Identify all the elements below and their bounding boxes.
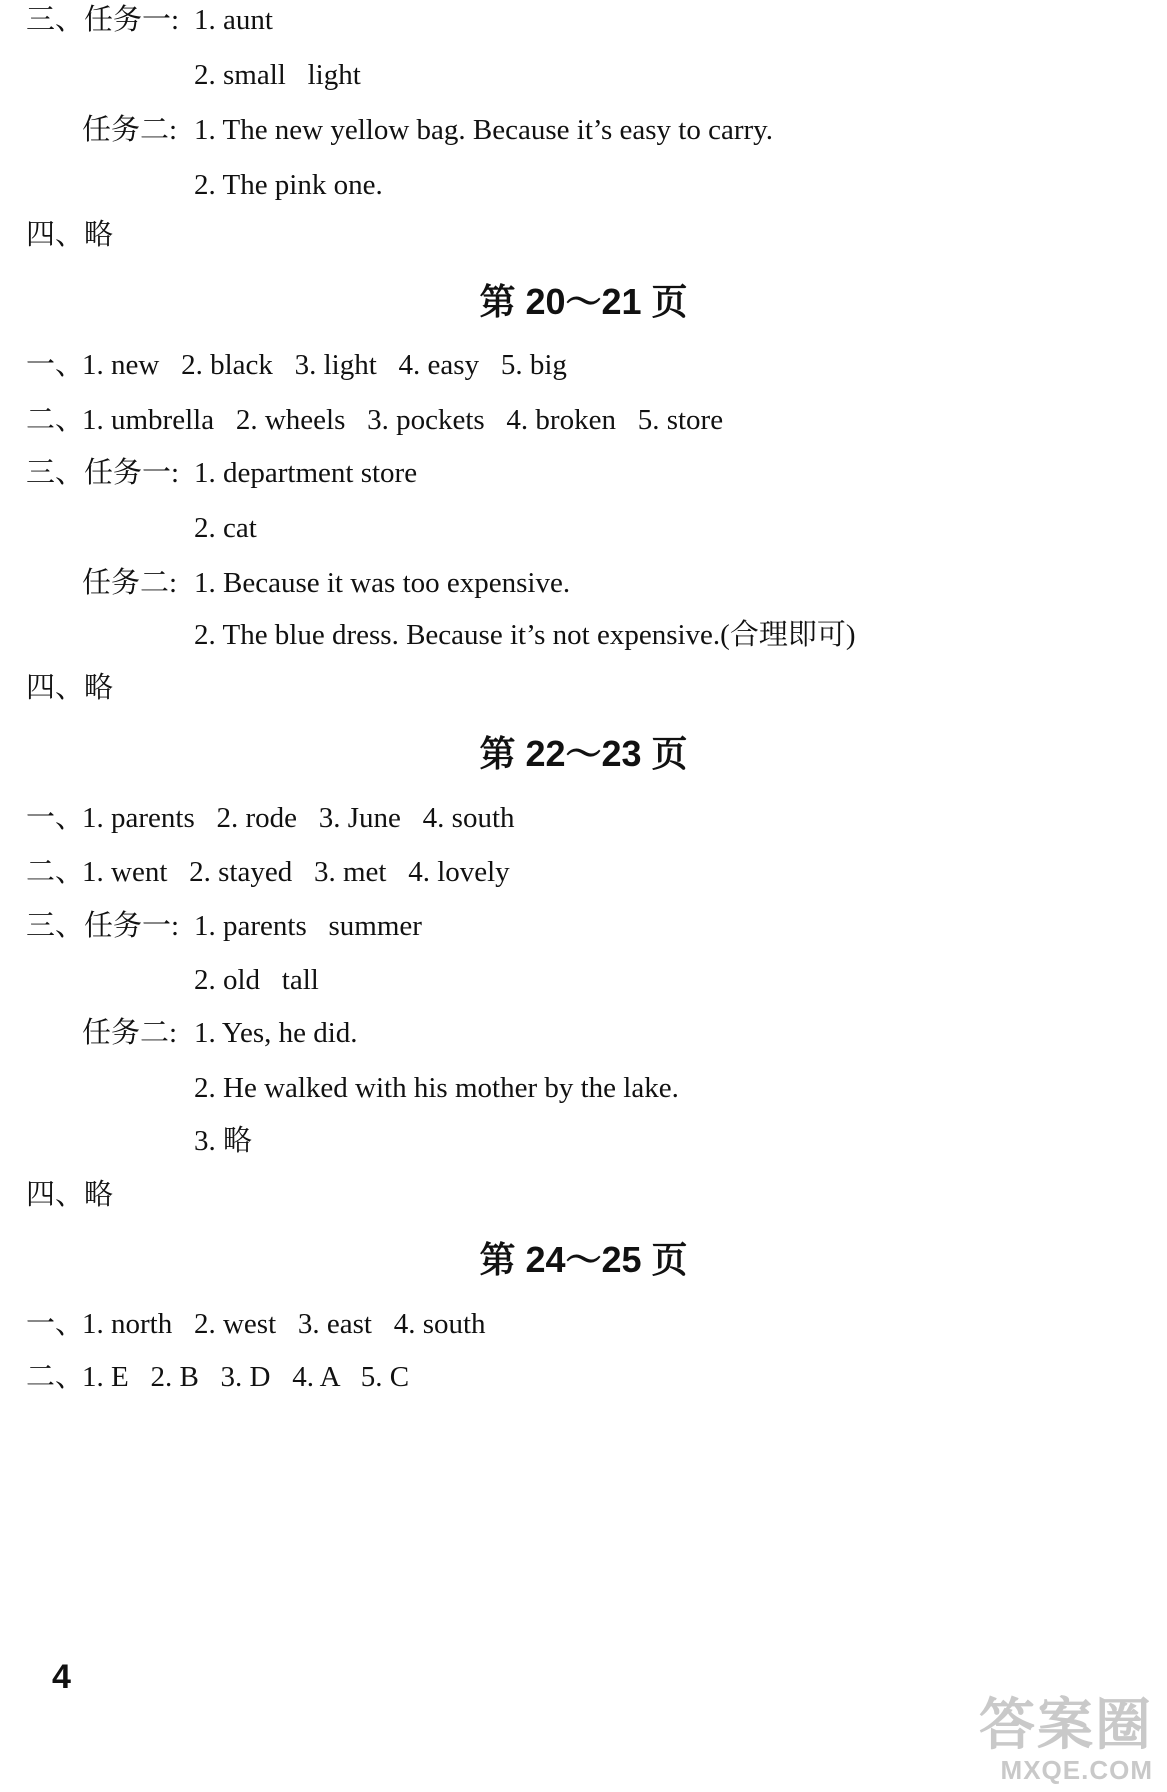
answer-line: 1. went 2. stayed 3. met 4. lovely xyxy=(82,856,510,888)
section-marker: 一、 xyxy=(26,349,85,381)
answer-line: 1. Because it was too expensive. xyxy=(194,567,571,599)
answer-line: 1. umbrella 2. wheels 3. pockets 4. broken 5. store xyxy=(82,404,724,436)
section-marker: 三、任务一: xyxy=(26,457,180,489)
watermark-url: MXQE.COM xyxy=(1000,1755,1153,1785)
watermark xyxy=(979,1695,1153,1786)
answer-line: 1. aunt xyxy=(194,4,273,36)
page-range-heading: 第 24～25 页 xyxy=(479,1239,688,1280)
answer-line: 2. The blue dress. Because it’s not expensive.(合理即可) xyxy=(194,619,856,651)
answer-line: 2. The pink one. xyxy=(194,169,383,201)
answer-line: 2. small light xyxy=(194,59,361,91)
answer-line: 1. department store xyxy=(194,457,418,489)
watermark-logo: 答案圈 xyxy=(979,1693,1153,1756)
section-marker: 二、 xyxy=(26,1361,85,1393)
section-marker: 任务二: xyxy=(82,114,178,146)
section-marker: 三、任务一: xyxy=(26,910,180,942)
answer-line: 1. E 2. B 3. D 4. A 5. C xyxy=(82,1361,410,1393)
answer-line: 1. parents summer xyxy=(194,910,422,942)
section-marker: 二、 xyxy=(26,404,85,436)
section-marker: 四、略 xyxy=(26,1179,114,1211)
section-marker: 任务二: xyxy=(82,1017,178,1049)
answer-line: 1. new 2. black 3. light 4. easy 5. big xyxy=(82,349,567,381)
answer-line: 1. north 2. west 3. east 4. south xyxy=(82,1308,486,1340)
section-marker: 四、略 xyxy=(26,672,114,704)
answer-line: 1. The new yellow bag. Because it’s easy to carry. xyxy=(194,114,774,146)
page-range-heading: 第 22～23 页 xyxy=(479,733,688,774)
answer-line: 2. cat xyxy=(194,512,257,544)
page-range-heading: 第 20～21 页 xyxy=(479,281,688,322)
answer-line: 3. 略 xyxy=(194,1125,253,1157)
answer-line: 2. He walked with his mother by the lake. xyxy=(194,1072,679,1104)
section-marker: 一、 xyxy=(26,1308,85,1340)
answer-line: 1. parents 2. rode 3. June 4. south xyxy=(82,802,515,834)
section-marker: 三、任务一: xyxy=(26,4,180,36)
page-number: 4 xyxy=(52,1658,71,1696)
section-marker: 四、略 xyxy=(26,219,114,251)
section-marker: 任务二: xyxy=(82,567,178,599)
answer-line: 1. Yes, he did. xyxy=(194,1017,358,1049)
section-marker: 一、 xyxy=(26,802,85,834)
answer-line: 2. old tall xyxy=(194,964,319,996)
section-marker: 二、 xyxy=(26,856,85,888)
